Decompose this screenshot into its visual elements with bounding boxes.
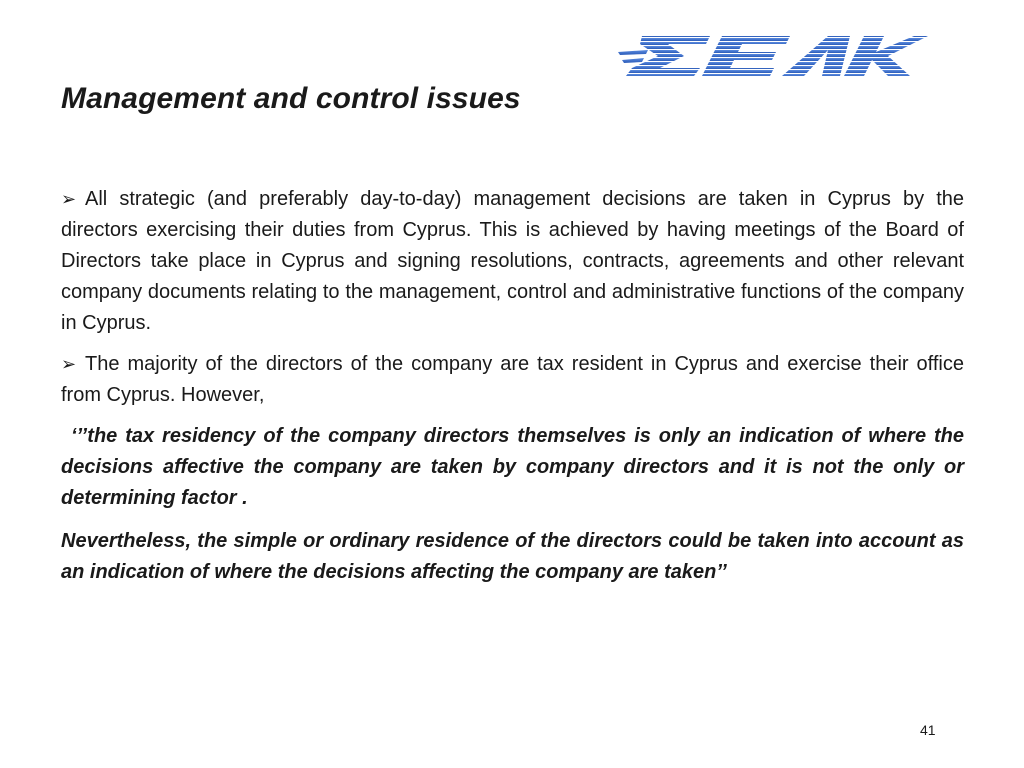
quote-paragraph: Nevertheless, the simple or ordinary residence of the directors could be taken into account as an indication of where the decisions affecting the company are taken’’ bbox=[61, 530, 964, 583]
slide-body bbox=[61, 184, 964, 588]
bullet-paragraph bbox=[61, 349, 964, 411]
page-number: 41 bbox=[920, 722, 936, 738]
bullet-text: The majority of the directors of the company are tax resident in Cyprus and exercise their office from Cyprus. However, bbox=[61, 353, 964, 406]
quote-paragraph: ‘’’the tax residency of the company directors themselves is only an indication of where the decisions affective the company are taken by company directors and it is not the only or determining factor . bbox=[61, 425, 964, 509]
seak-logo bbox=[618, 34, 928, 78]
bullet-text: All strategic (and preferably day-to-day) management decisions are taken in Cyprus by the directors exercising their duties from Cyprus. This is achieved by having meetings of the Board of Directors take place in Cyprus and signing resolutions, contracts, agreements and other relevant company documents relating to the management, control and administrative functions of the company in Cyprus. bbox=[61, 188, 964, 334]
arrow-bullet-icon: ➢ bbox=[61, 354, 77, 374]
slide-title: Management and control issues bbox=[61, 82, 521, 115]
arrow-bullet-icon: ➢ bbox=[61, 189, 77, 209]
bullet-paragraph bbox=[61, 184, 964, 339]
